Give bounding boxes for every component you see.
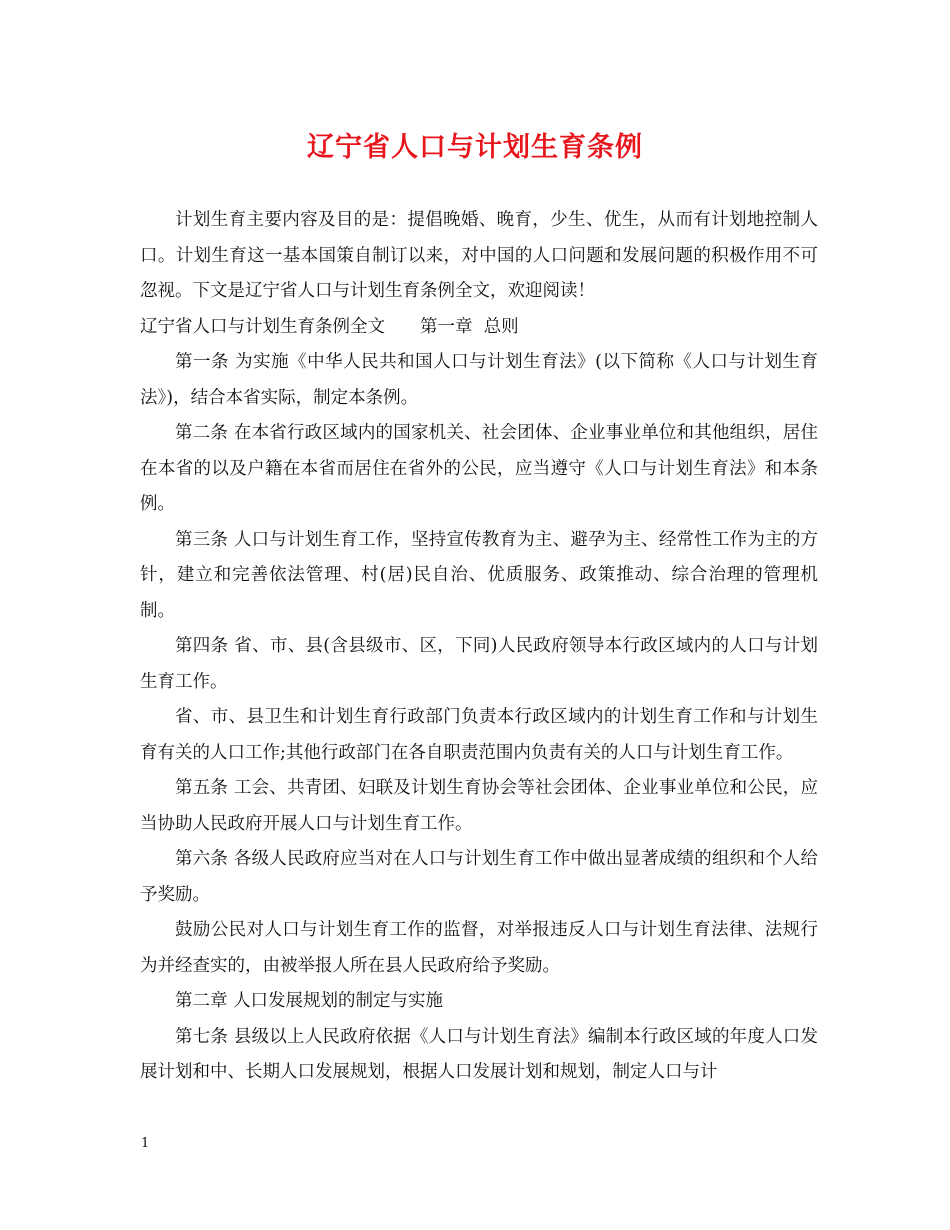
article-2-paragraph: 第二条 在本省行政区域内的国家机关、社会团体、企业事业单位和其他组织，居住在本省的以及户籍在本省而居住在省外的公民，应当遵守《人口与计划生育法》和本条例。 <box>140 423 818 514</box>
document-title: 辽宁省人口与计划生育条例 <box>307 132 643 163</box>
intro-paragraph: 计划生育主要内容及目的是：提倡晚婚、晚育，少生、优生，从而有计划地控制人口。计划生育这一基本国策自制订以来，对中国的人口问题和发展问题的积极作用不可忽视。下文是辽宁省人口与计划生育条例全文，欢迎阅读！ <box>140 210 818 301</box>
chapter-heading-line: 辽宁省人口与计划生育条例全文 第一章 总则 <box>140 316 519 337</box>
document-body <box>140 203 818 1091</box>
article-6-paragraph: 第六条 各级人民政府应当对在人口与计划生育工作中做出显著成绩的组织和个人给予奖励。 <box>140 849 818 905</box>
page-number: 1 <box>141 1136 150 1151</box>
article-7-paragraph: 第七条 县级以上人民政府依据《人口与计划生育法》编制本行政区域的年度人口发展计划和中、长期人口发展规划，根据人口发展计划和规划，制定人口与计 <box>140 1026 818 1082</box>
article-4-paragraph: 第四条 省、市、县(含县级市、区，下同)人民政府领导本行政区域内的人口与计划生育工作。 <box>140 636 818 692</box>
chapter-2-heading: 第二章 人口发展规划的制定与实施 <box>175 991 444 1011</box>
article-1-paragraph: 第一条 为实施《中华人民共和国人口与计划生育法》(以下简称《人口与计划生育法》)，结合本省实际，制定本条例。 <box>140 352 818 408</box>
article-6-continued-paragraph: 鼓励公民对人口与计划生育工作的监督，对举报违反人口与计划生育法律、法规行为并经查实的，由被举报人所在县人民政府给予奖励。 <box>140 920 818 976</box>
article-5-paragraph: 第五条 工会、共青团、妇联及计划生育协会等社会团体、企业事业单位和公民，应当协助人民政府开展人口与计划生育工作。 <box>140 778 818 834</box>
article-4-continued-paragraph: 省、市、县卫生和计划生育行政部门负责本行政区域内的计划生育工作和与计划生育有关的人口工作;其他行政部门在各自职责范围内负责有关的人口与计划生育工作。 <box>140 707 818 763</box>
article-3-paragraph: 第三条 人口与计划生育工作，坚持宣传教育为主、避孕为主、经常性工作为主的方针，建立和完善依法管理、村(居)民自治、优质服务、政策推动、综合治理的管理机制。 <box>140 529 818 621</box>
